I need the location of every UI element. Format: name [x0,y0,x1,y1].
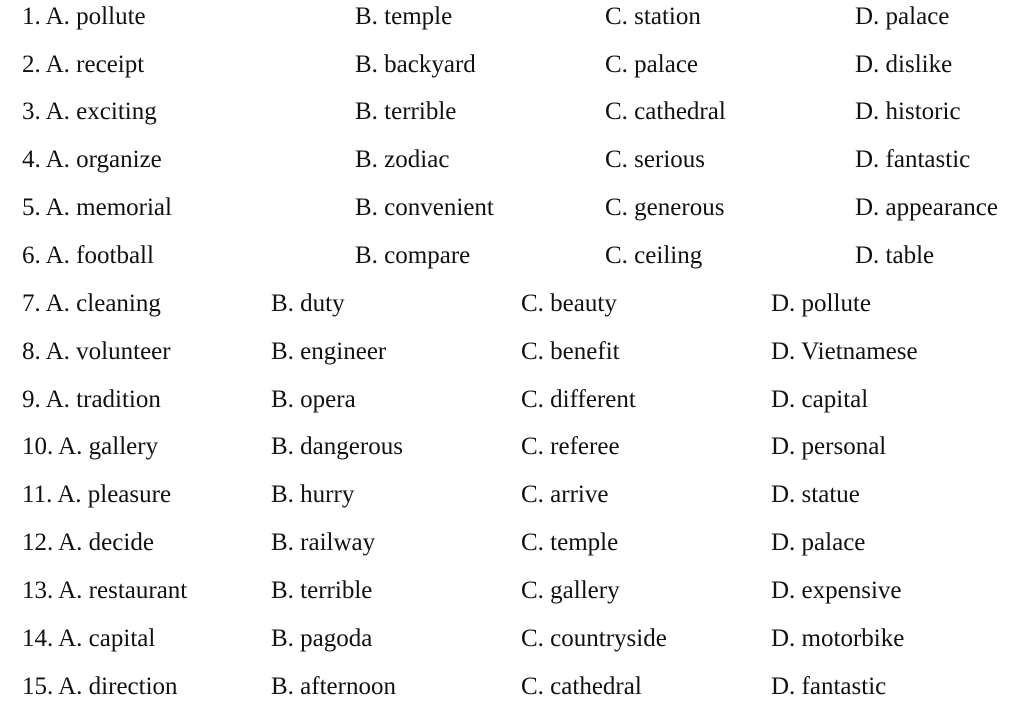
question-row [0,576,1024,606]
question-row [0,528,1024,558]
question-row [0,672,1024,702]
option-d: D. statue [771,481,860,508]
option-a: 12. A. decide [22,529,154,556]
option-c: C. generous [605,194,725,221]
question-row [0,480,1024,510]
option-b: B. opera [271,386,356,413]
option-c: C. gallery [521,577,620,604]
option-a: 11. A. pleasure [22,481,172,508]
question-row [0,337,1024,367]
option-d: D. Vietnamese [771,338,918,365]
option-b: B. dangerous [271,433,403,460]
option-c: C. palace [605,51,699,78]
question-row [0,385,1024,415]
option-d: D. table [855,242,935,269]
option-b: B. pagoda [271,625,373,652]
option-b: B. convenient [355,194,494,221]
option-c: C. beauty [521,290,617,317]
question-row [0,432,1024,462]
option-d: D. personal [771,433,887,460]
option-a: 14. A. capital [22,625,156,652]
option-a: 3. A. exciting [22,98,157,125]
option-a: 1. A. pollute [22,3,146,30]
option-a: 10. A. gallery [22,433,159,460]
question-row [0,145,1024,175]
option-b: B. duty [271,290,345,317]
option-d: D. appearance [855,194,998,221]
option-b: B. terrible [271,577,373,604]
option-d: D. fantastic [771,673,887,700]
option-d: D. expensive [771,577,902,604]
option-d: D. motorbike [771,625,905,652]
option-a: 13. A. restaurant [22,577,188,604]
option-c: C. station [605,3,701,30]
option-c: C. cathedral [521,673,642,700]
option-c: C. countryside [521,625,667,652]
option-a: 8. A. volunteer [22,338,171,365]
question-row [0,97,1024,127]
question-row [0,289,1024,319]
option-d: D. fantastic [855,146,971,173]
question-row [0,624,1024,654]
option-b: B. compare [355,242,471,269]
option-d: D. historic [855,98,961,125]
option-b: B. afternoon [271,673,396,700]
option-d: D. palace [771,529,866,556]
option-c: C. arrive [521,481,609,508]
option-c: C. referee [521,433,620,460]
option-c: C. cathedral [605,98,726,125]
option-b: B. zodiac [355,146,450,173]
option-d: D. capital [771,386,869,413]
option-c: C. ceiling [605,242,703,269]
option-a: 5. A. memorial [22,194,172,221]
option-b: B. backyard [355,51,476,78]
option-d: D. pollute [771,290,871,317]
option-c: C. temple [521,529,619,556]
option-a: 7. A. cleaning [22,290,161,317]
option-b: B. terrible [355,98,457,125]
option-a: 15. A. direction [22,673,178,700]
option-c: C. different [521,386,636,413]
option-a: 2. A. receipt [22,51,145,78]
option-b: B. engineer [271,338,387,365]
option-d: D. dislike [855,51,953,78]
question-row [0,241,1024,271]
option-a: 4. A. organize [22,146,162,173]
option-c: C. serious [605,146,705,173]
option-d: D. palace [855,3,950,30]
option-b: B. hurry [271,481,355,508]
option-c: C. benefit [521,338,620,365]
question-row [0,193,1024,223]
option-b: B. railway [271,529,376,556]
question-row [0,50,1024,80]
option-a: 9. A. tradition [22,386,161,413]
option-a: 6. A. football [22,242,154,269]
option-b: B. temple [355,3,453,30]
question-row [0,2,1024,32]
